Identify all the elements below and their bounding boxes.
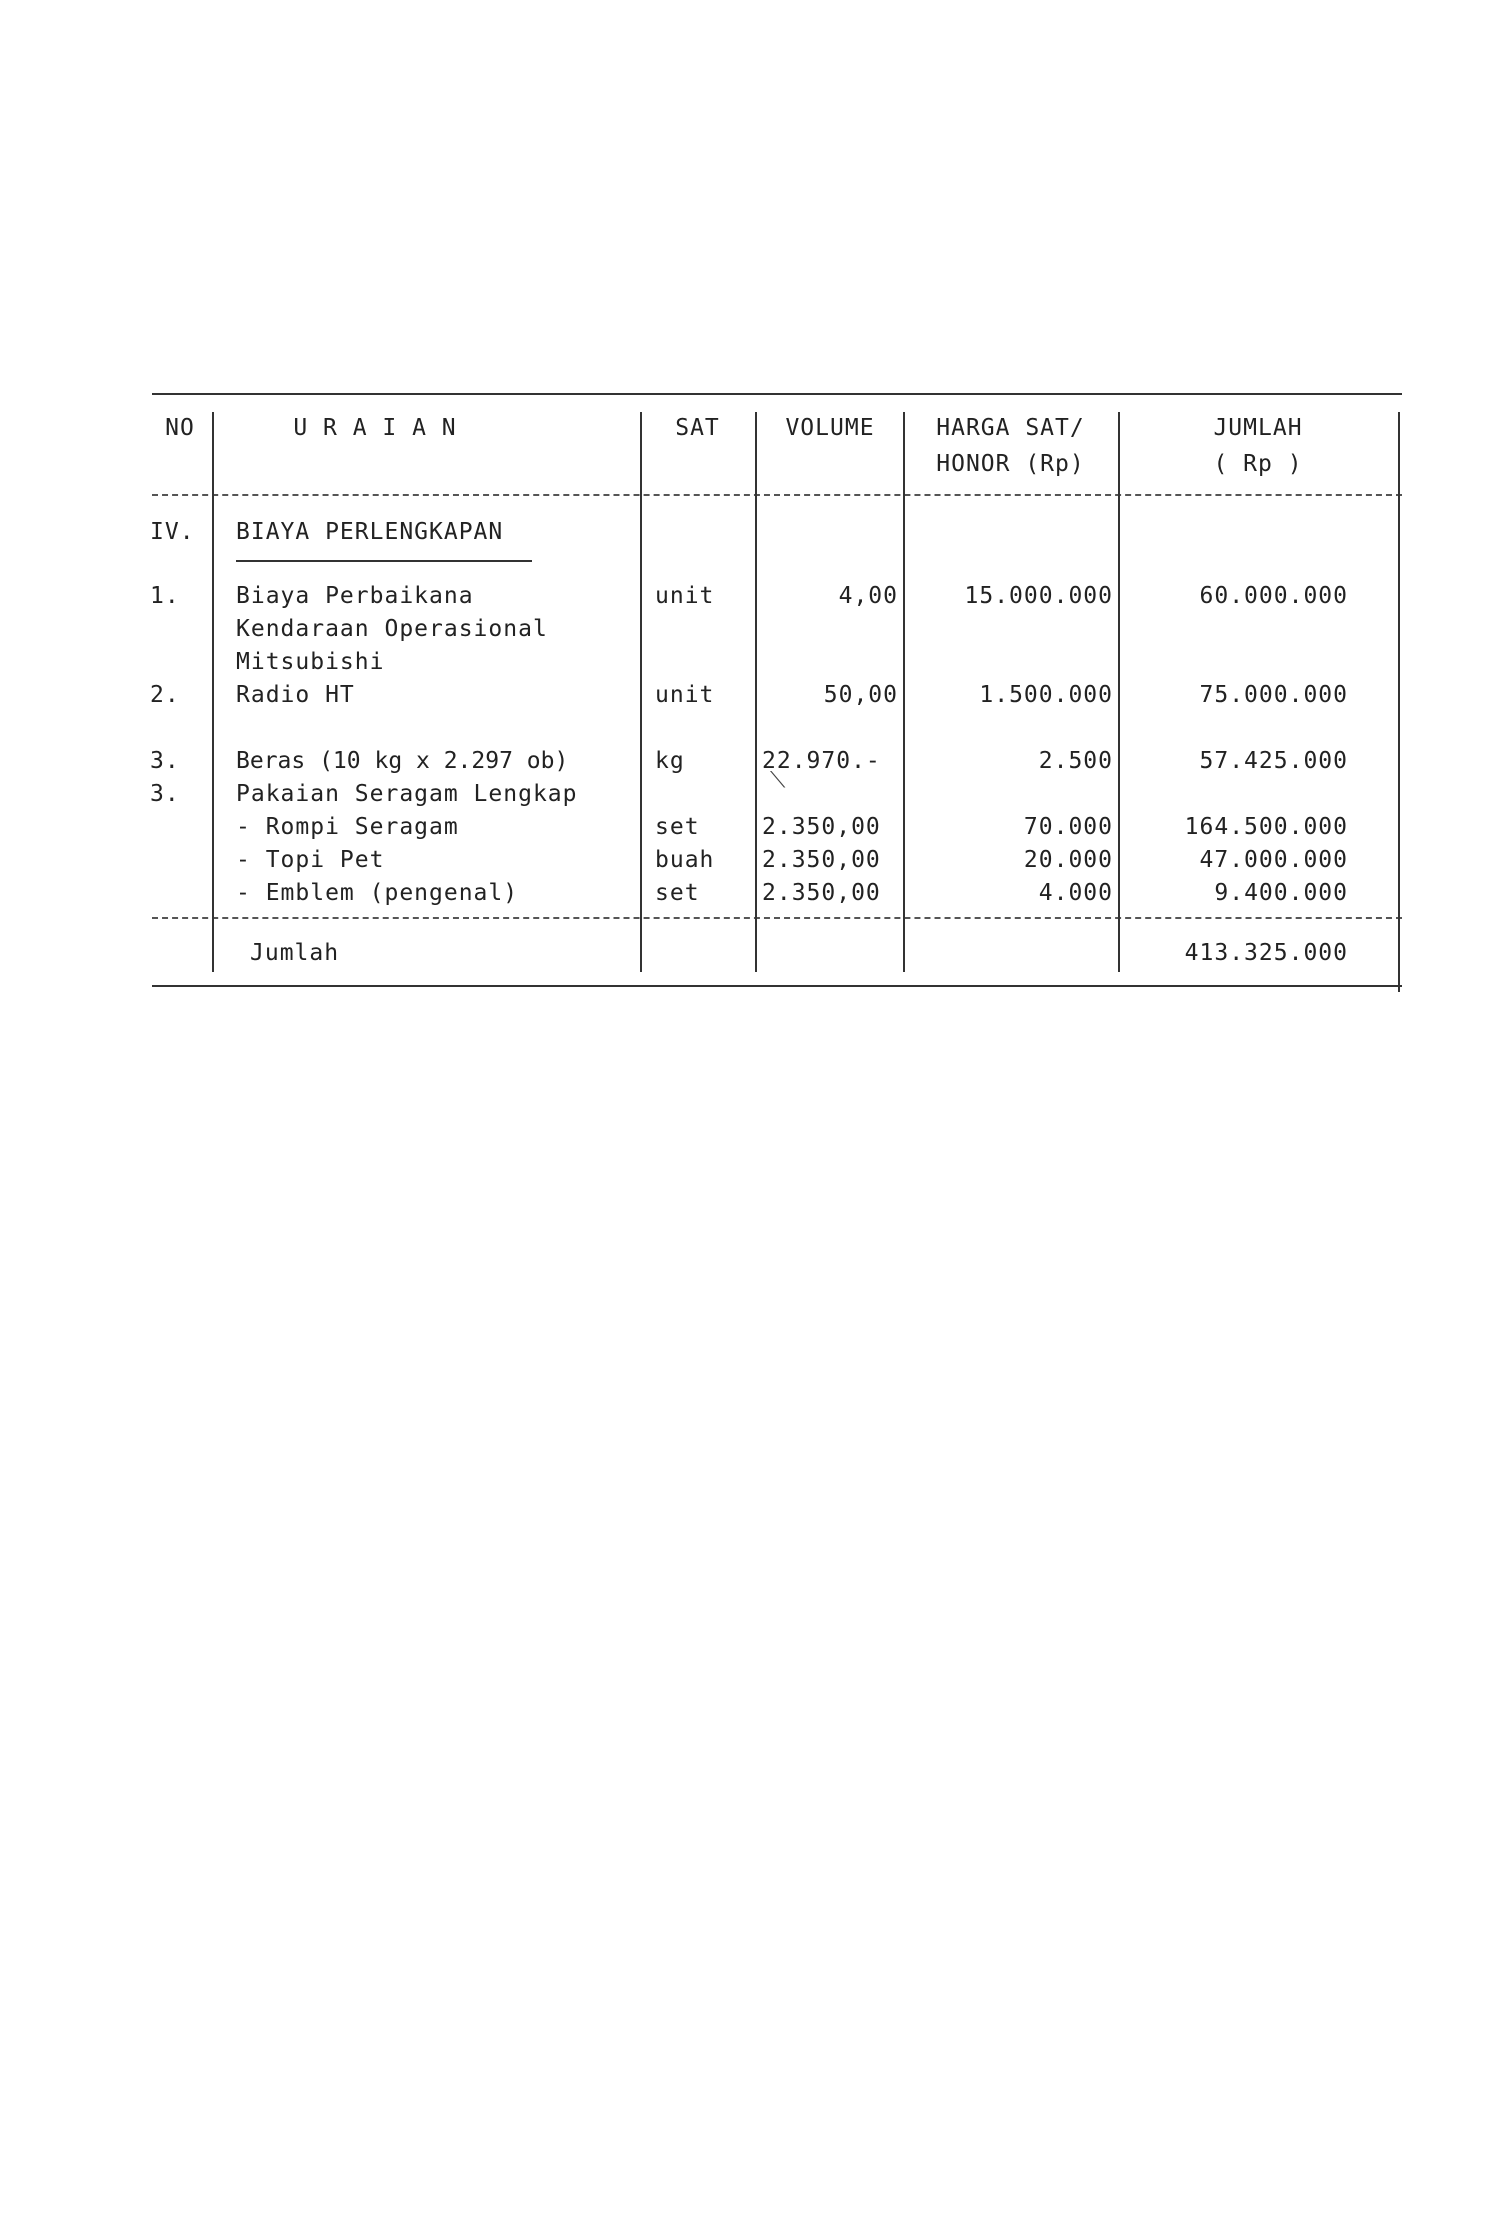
header-sat: SAT	[675, 415, 720, 441]
row-3-sat: kg	[655, 748, 685, 774]
row-2-sat: unit	[655, 682, 715, 708]
col-divider-no	[212, 412, 214, 972]
row-2-uraian: Radio HT	[236, 682, 355, 708]
row-1-uraian-line3: Mitsubishi	[236, 649, 385, 675]
header-jumlah-line2: ( Rp )	[1213, 451, 1303, 477]
row-6-jumlah: 47.000.000	[1199, 847, 1348, 873]
row-1-sat: unit	[655, 583, 715, 609]
row-5-jumlah: 164.500.000	[1184, 814, 1348, 840]
row-6-volume: 2.350,00	[762, 847, 881, 873]
row-1-harga: 15.000.000	[964, 583, 1113, 609]
row-1-no: 1.	[150, 583, 180, 609]
row-3-volume: 22.970.-	[762, 748, 881, 774]
header-volume: VOLUME	[785, 415, 875, 441]
row-6-sat: buah	[655, 847, 715, 873]
table-bottom-border	[152, 985, 1402, 987]
row-3-uraian: Beras (10 kg x 2.297 ob)	[236, 748, 569, 774]
row-3-jumlah: 57.425.000	[1199, 748, 1348, 774]
col-divider-right	[1398, 412, 1400, 992]
row-7-uraian: - Emblem (pengenal)	[236, 880, 519, 906]
row-2-jumlah: 75.000.000	[1199, 682, 1348, 708]
header-separator	[152, 494, 1402, 496]
row-5-volume: 2.350,00	[762, 814, 881, 840]
col-divider-harga	[1118, 412, 1120, 972]
row-5-uraian: - Rompi Seragam	[236, 814, 459, 840]
row-2-no: 2.	[150, 682, 180, 708]
section-number: IV.	[150, 519, 195, 545]
header-harga-line2: HONOR (Rp)	[936, 451, 1085, 477]
row-1-uraian-line1: Biaya Perbaikana	[236, 583, 474, 609]
total-label: Jumlah	[250, 940, 340, 966]
row-7-volume: 2.350,00	[762, 880, 881, 906]
header-harga-line1: HARGA SAT/	[936, 415, 1085, 441]
row-3-no: 3.	[150, 748, 180, 774]
row-7-sat: set	[655, 880, 700, 906]
row-2-volume: 50,00	[823, 682, 898, 708]
header-no: NO	[165, 415, 195, 441]
row-1-uraian-line2: Kendaraan Operasional	[236, 616, 548, 642]
row-3-harga: 2.500	[1038, 748, 1113, 774]
row-1-jumlah: 60.000.000	[1199, 583, 1348, 609]
row-1-volume: 4,00	[838, 583, 898, 609]
table-top-border	[152, 393, 1402, 395]
row-4-uraian: Pakaian Seragam Lengkap	[236, 781, 578, 807]
handwritten-check-mark: ⟍	[770, 768, 786, 793]
section-underline	[236, 560, 532, 562]
row-6-harga: 20.000	[1023, 847, 1113, 873]
header-jumlah-line1: JUMLAH	[1213, 415, 1303, 441]
section-title: BIAYA PERLENGKAPAN	[236, 519, 504, 545]
col-divider-sat	[755, 412, 757, 972]
col-divider-volume	[903, 412, 905, 972]
row-4-no: 3.	[150, 781, 180, 807]
row-5-sat: set	[655, 814, 700, 840]
row-7-harga: 4.000	[1038, 880, 1113, 906]
row-5-harga: 70.000	[1023, 814, 1113, 840]
row-6-uraian: - Topi Pet	[236, 847, 385, 873]
row-7-jumlah: 9.400.000	[1214, 880, 1348, 906]
total-separator	[152, 917, 1402, 919]
header-uraian: U R A I A N	[293, 415, 457, 441]
total-value: 413.325.000	[1184, 940, 1348, 966]
row-2-harga: 1.500.000	[979, 682, 1113, 708]
col-divider-uraian	[640, 412, 642, 972]
